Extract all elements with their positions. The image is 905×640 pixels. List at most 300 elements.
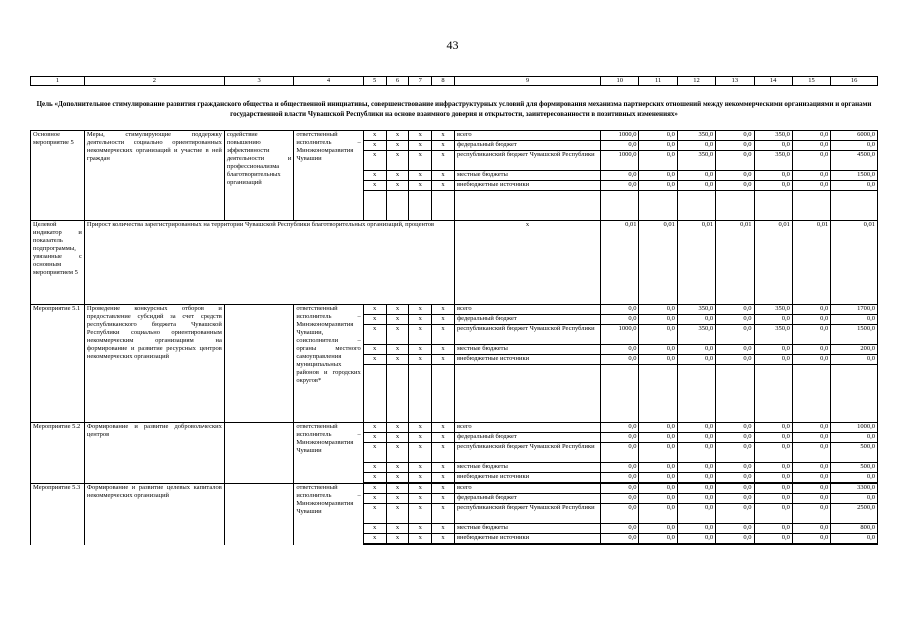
funding-source: всего (454, 484, 600, 494)
column-number: 2 (84, 77, 224, 86)
x-cell: x (363, 141, 386, 151)
funding-source: федеральный бюджет (454, 141, 600, 151)
x-cell: x (409, 151, 432, 171)
x-cell: x (363, 315, 386, 325)
funding-value: 0,0 (677, 534, 715, 544)
funding-value: 0,0 (831, 181, 878, 191)
activity-name: Формирование и развитие целевых капиталов некоммерческих организаций (84, 484, 224, 545)
x-cell: x (432, 443, 455, 463)
funding-source: местные бюджеты (454, 463, 600, 473)
funding-value: 0,0 (601, 494, 639, 504)
x-cell: x (432, 171, 455, 181)
funding-source: местные бюджеты (454, 524, 600, 534)
funding-value: 0,0 (716, 141, 754, 151)
activity-label: Мероприятие 5.1 (31, 305, 85, 423)
x-cell: x (409, 131, 432, 141)
funding-value: 0,0 (601, 171, 639, 181)
funding-source: внебюджетные источники (454, 473, 600, 483)
x-cell: x (363, 504, 386, 524)
activity-label: Мероприятие 5.3 (31, 484, 85, 545)
indicator-value: 0,01 (754, 221, 792, 305)
filler-cell (716, 191, 754, 221)
funding-value: 350,0 (677, 151, 715, 171)
funding-value: 0,0 (677, 345, 715, 355)
filler-cell (432, 365, 455, 423)
goal-link (224, 305, 293, 423)
executor: ответственный исполнитель – Минэкономразвития Чувашии (294, 423, 363, 484)
x-cell: x (432, 131, 455, 141)
funding-value: 0,0 (792, 443, 830, 463)
funding-value: 0,0 (716, 443, 754, 463)
filler-cell (792, 365, 830, 423)
indicator-value: 0,01 (677, 221, 715, 305)
funding-value: 0,0 (601, 463, 639, 473)
funding-value: 0,0 (716, 151, 754, 171)
funding-source: республиканский бюджет Чувашской Республики (454, 443, 600, 463)
funding-source: федеральный бюджет (454, 315, 600, 325)
x-cell: x (409, 423, 432, 433)
funding-source: местные бюджеты (454, 171, 600, 181)
filler-cell (601, 544, 639, 545)
funding-value: 0,0 (677, 463, 715, 473)
funding-value: 200,0 (831, 345, 878, 355)
filler-cell (454, 544, 600, 545)
activity-name: Меры, стимулирующие поддержку деятельности социально ориентированных некоммерческих организаций и участие в ней граждан (84, 131, 224, 221)
funding-value: 0,0 (677, 524, 715, 534)
funding-value: 0,0 (677, 171, 715, 181)
filler-cell (754, 544, 792, 545)
funding-value: 0,0 (792, 305, 830, 315)
funding-value: 0,0 (639, 423, 677, 433)
x-cell: x (386, 423, 409, 433)
x-cell: x (386, 315, 409, 325)
funding-value: 0,0 (792, 504, 830, 524)
funding-value: 6000,0 (831, 131, 878, 141)
x-cell: x (386, 494, 409, 504)
table-row (31, 305, 878, 315)
x-cell: x (363, 345, 386, 355)
funding-value: 1500,0 (831, 325, 878, 345)
funding-value: 0,0 (792, 131, 830, 141)
funding-value: 0,0 (754, 504, 792, 524)
x-cell: x (409, 305, 432, 315)
x-cell: x (363, 423, 386, 433)
x-cell: x (432, 141, 455, 151)
x-cell: x (409, 504, 432, 524)
table-row (31, 423, 878, 433)
funding-value: 0,0 (639, 463, 677, 473)
goal-link (224, 484, 293, 545)
funding-value: 0,0 (639, 473, 677, 483)
executor: ответственный исполнитель – Минэкономразвития Чувашии (294, 131, 363, 221)
indicator-value: 0,01 (792, 221, 830, 305)
funding-value: 350,0 (677, 305, 715, 315)
x-cell: x (409, 433, 432, 443)
funding-value: 0,0 (792, 325, 830, 345)
filler-cell (386, 191, 409, 221)
funding-value: 0,0 (716, 181, 754, 191)
funding-value: 0,0 (639, 315, 677, 325)
funding-value: 0,0 (639, 305, 677, 315)
funding-value: 0,0 (792, 171, 830, 181)
table-row (31, 484, 878, 494)
filler-cell (363, 191, 386, 221)
x-cell: x (363, 181, 386, 191)
x-cell: x (386, 325, 409, 345)
filler-cell (716, 544, 754, 545)
funding-value: 0,0 (677, 315, 715, 325)
funding-value: 0,0 (754, 181, 792, 191)
funding-source: внебюджетные источники (454, 181, 600, 191)
x-cell: x (432, 494, 455, 504)
filler-cell (754, 365, 792, 423)
filler-cell (363, 544, 386, 545)
filler-cell (677, 365, 715, 423)
funding-value: 0,0 (677, 473, 715, 483)
x-cell: x (409, 484, 432, 494)
x-cell: x (409, 463, 432, 473)
x-cell: x (386, 345, 409, 355)
funding-value: 0,0 (677, 355, 715, 365)
funding-value: 0,0 (716, 355, 754, 365)
funding-source: федеральный бюджет (454, 433, 600, 443)
column-number: 4 (294, 77, 363, 86)
funding-value: 0,0 (639, 181, 677, 191)
funding-value: 0,0 (754, 494, 792, 504)
x-cell: x (432, 325, 455, 345)
x-cell: x (409, 443, 432, 463)
funding-value: 350,0 (677, 131, 715, 141)
x-cell: x (386, 504, 409, 524)
funding-value: 0,0 (601, 443, 639, 463)
funding-value: 0,0 (601, 355, 639, 365)
funding-value: 0,0 (639, 534, 677, 544)
filler-cell (792, 544, 830, 545)
funding-value: 350,0 (754, 131, 792, 141)
indicator-value: 0,01 (831, 221, 878, 305)
column-number: 6 (386, 77, 409, 86)
funding-source: всего (454, 305, 600, 315)
funding-source: внебюджетные источники (454, 355, 600, 365)
x-cell: x (432, 473, 455, 483)
funding-value: 0,0 (716, 315, 754, 325)
funding-value: 0,0 (716, 171, 754, 181)
funding-value: 0,0 (639, 325, 677, 345)
funding-source: внебюджетные источники (454, 534, 600, 544)
funding-value: 0,0 (792, 315, 830, 325)
funding-value: 0,0 (716, 524, 754, 534)
filler-cell (639, 365, 677, 423)
x-cell: x (386, 484, 409, 494)
funding-value: 0,0 (639, 355, 677, 365)
filler-cell (454, 191, 600, 221)
funding-value: 0,0 (792, 423, 830, 433)
x-cell: x (432, 524, 455, 534)
funding-value: 0,0 (716, 433, 754, 443)
program-table (30, 130, 878, 545)
funding-value: 0,0 (831, 534, 878, 544)
x-cell: x (386, 151, 409, 171)
funding-value: 0,0 (716, 325, 754, 345)
funding-value: 350,0 (754, 151, 792, 171)
funding-value: 0,0 (639, 433, 677, 443)
funding-value: 0,0 (601, 315, 639, 325)
x-cell: x (432, 463, 455, 473)
funding-value: 0,0 (792, 181, 830, 191)
funding-value: 1500,0 (831, 171, 878, 181)
funding-value: 0,0 (601, 305, 639, 315)
x-cell: x (386, 141, 409, 151)
column-number: 7 (409, 77, 432, 86)
x-cell: x (432, 315, 455, 325)
x-cell: x (409, 181, 432, 191)
x-cell: x (432, 355, 455, 365)
x-cell: x (386, 305, 409, 315)
funding-value: 0,0 (831, 433, 878, 443)
funding-value: 0,0 (601, 433, 639, 443)
funding-value: 0,0 (677, 423, 715, 433)
indicator-text: Прирост количества зарегистрированных на территории Чувашской Республики благотворительных организаций, процентов (84, 221, 454, 305)
x-cell: x (363, 534, 386, 544)
funding-source: федеральный бюджет (454, 494, 600, 504)
x-cell: x (409, 171, 432, 181)
funding-value: 0,0 (639, 171, 677, 181)
funding-value: 0,0 (716, 131, 754, 141)
funding-value: 0,0 (639, 524, 677, 534)
x-cell: x (386, 171, 409, 181)
funding-value: 0,0 (677, 141, 715, 151)
filler-cell (386, 365, 409, 423)
x-cell: x (409, 141, 432, 151)
x-cell: x (363, 171, 386, 181)
goal-link: содействие повышению эффективности деятельности и профессионализма благотворительных организаций (224, 131, 293, 221)
funding-value: 0,0 (754, 443, 792, 463)
funding-value: 0,0 (754, 355, 792, 365)
funding-value: 0,0 (716, 463, 754, 473)
indicator-value: 0,01 (639, 221, 677, 305)
page-number: 43 (446, 38, 459, 52)
funding-value: 0,0 (639, 494, 677, 504)
column-number: 8 (432, 77, 455, 86)
funding-value: 0,0 (639, 504, 677, 524)
activity-label: Мероприятие 5.2 (31, 423, 85, 484)
filler-cell (454, 365, 600, 423)
x-cell: x (432, 423, 455, 433)
x-cell: x (409, 494, 432, 504)
x-cell: x (409, 325, 432, 345)
x-cell: x (363, 473, 386, 483)
funding-value: 0,0 (792, 433, 830, 443)
column-number: 10 (601, 77, 639, 86)
x-cell: x (363, 305, 386, 315)
x-cell: x (363, 524, 386, 534)
x-cell: x (386, 433, 409, 443)
funding-value: 0,0 (754, 524, 792, 534)
funding-value: 0,0 (716, 423, 754, 433)
x-cell: x (386, 443, 409, 463)
x-cell: x (386, 473, 409, 483)
funding-value: 350,0 (677, 325, 715, 345)
funding-value: 4500,0 (831, 151, 878, 171)
funding-value: 1000,0 (601, 131, 639, 141)
funding-source: республиканский бюджет Чувашской Республики (454, 325, 600, 345)
x-cell: x (409, 345, 432, 355)
activity-label: Основное мероприятие 5 (31, 131, 85, 221)
x-cell: x (363, 443, 386, 463)
x-cell: x (432, 181, 455, 191)
x-cell: x (409, 473, 432, 483)
funding-value: 0,0 (601, 141, 639, 151)
funding-value: 0,0 (639, 141, 677, 151)
x-cell: x (363, 494, 386, 504)
funding-value: 0,0 (716, 504, 754, 524)
x-cell: x (432, 504, 455, 524)
funding-value: 0,0 (754, 484, 792, 494)
funding-value: 350,0 (754, 325, 792, 345)
x-cell: x (386, 131, 409, 141)
funding-value: 0,0 (677, 433, 715, 443)
funding-value: 0,0 (601, 524, 639, 534)
funding-value: 0,0 (792, 355, 830, 365)
indicator-value: 0,01 (601, 221, 639, 305)
filler-cell (409, 191, 432, 221)
funding-value: 0,0 (601, 504, 639, 524)
funding-value: 0,0 (792, 484, 830, 494)
filler-cell (639, 191, 677, 221)
table-row (31, 131, 878, 141)
funding-value: 0,0 (831, 355, 878, 365)
x-cell: x (409, 534, 432, 544)
funding-value: 0,0 (792, 141, 830, 151)
funding-value: 0,0 (601, 473, 639, 483)
indicator-x: x (454, 221, 600, 305)
filler-cell (601, 191, 639, 221)
funding-value: 1700,0 (831, 305, 878, 315)
funding-source: республиканский бюджет Чувашской Республики (454, 504, 600, 524)
funding-value: 0,0 (716, 534, 754, 544)
funding-value: 0,0 (754, 141, 792, 151)
filler-cell (677, 544, 715, 545)
filler-cell (432, 191, 455, 221)
funding-value: 0,0 (601, 423, 639, 433)
activity-name: Проведение конкурсных отборов и предоставление субсидий за счет средств республиканского бюджета Чувашской Республики социально ориентированным некоммерческим организациям на формирование и развитие ресурсных центров некоммерческих организаций (84, 305, 224, 423)
filler-cell (754, 191, 792, 221)
funding-value: 0,0 (754, 315, 792, 325)
funding-value: 0,0 (792, 473, 830, 483)
x-cell: x (386, 524, 409, 534)
filler-cell (677, 191, 715, 221)
x-cell: x (363, 355, 386, 365)
indicator-value: 0,01 (716, 221, 754, 305)
x-cell: x (432, 484, 455, 494)
funding-value: 0,0 (716, 305, 754, 315)
funding-value: 0,0 (754, 171, 792, 181)
funding-value: 0,0 (677, 504, 715, 524)
funding-value: 350,0 (754, 305, 792, 315)
funding-value: 0,0 (677, 484, 715, 494)
column-number: 11 (639, 77, 677, 86)
column-number: 16 (831, 77, 878, 86)
funding-value: 0,0 (639, 131, 677, 141)
filler-cell (639, 544, 677, 545)
filler-cell (831, 365, 878, 423)
funding-value: 500,0 (831, 443, 878, 463)
funding-value: 1000,0 (601, 151, 639, 171)
funding-value: 0,0 (792, 524, 830, 534)
funding-value: 0,0 (792, 494, 830, 504)
funding-value: 0,0 (792, 151, 830, 171)
funding-value: 0,0 (601, 181, 639, 191)
column-number: 12 (677, 77, 715, 86)
x-cell: x (432, 345, 455, 355)
filler-cell (409, 544, 432, 545)
funding-source: всего (454, 423, 600, 433)
filler-cell (409, 365, 432, 423)
filler-cell (432, 544, 455, 545)
funding-value: 1000,0 (831, 423, 878, 433)
funding-value: 0,0 (754, 345, 792, 355)
x-cell: x (363, 433, 386, 443)
funding-value: 0,0 (601, 345, 639, 355)
funding-value: 500,0 (831, 463, 878, 473)
funding-value: 0,0 (677, 181, 715, 191)
funding-value: 0,0 (754, 534, 792, 544)
funding-value: 0,0 (792, 534, 830, 544)
funding-value: 0,0 (831, 315, 878, 325)
filler-cell (601, 365, 639, 423)
column-number: 3 (224, 77, 293, 86)
filler-cell (831, 544, 878, 545)
funding-value: 0,0 (792, 463, 830, 473)
funding-value: 0,0 (754, 433, 792, 443)
funding-value: 0,0 (831, 473, 878, 483)
funding-value: 0,0 (716, 473, 754, 483)
funding-value: 0,0 (639, 345, 677, 355)
x-cell: x (386, 181, 409, 191)
funding-value: 0,0 (754, 463, 792, 473)
column-number: 14 (754, 77, 792, 86)
funding-source: местные бюджеты (454, 345, 600, 355)
funding-value: 1000,0 (601, 325, 639, 345)
x-cell: x (432, 433, 455, 443)
funding-value: 0,0 (639, 484, 677, 494)
funding-value: 3300,0 (831, 484, 878, 494)
funding-value: 0,0 (716, 484, 754, 494)
column-number-header (30, 76, 878, 86)
filler-cell (386, 544, 409, 545)
goal-link (224, 423, 293, 484)
funding-value: 0,0 (754, 473, 792, 483)
filler-cell (716, 365, 754, 423)
x-cell: x (363, 463, 386, 473)
x-cell: x (409, 524, 432, 534)
funding-value: 0,0 (831, 494, 878, 504)
funding-value: 0,0 (601, 484, 639, 494)
funding-value: 0,0 (754, 423, 792, 433)
x-cell: x (386, 463, 409, 473)
x-cell: x (386, 534, 409, 544)
x-cell: x (409, 355, 432, 365)
funding-value: 800,0 (831, 524, 878, 534)
filler-cell (792, 191, 830, 221)
goal-heading: Цель «Дополнительное стимулирование развития гражданского общества и общественной инициативы, совершенствование инфраструктурных условий для формирования механизма партнерских отношений между некоммерческими организациями и органами государственной власти Чувашской Республики на основе взаимного доверия и открытости, заинтересованности в позитивных изменениях» (36, 100, 872, 118)
executor: ответственный исполнитель – Минэкономразвития Чувашии (294, 484, 363, 545)
column-number: 1 (31, 77, 85, 86)
funding-value: 0,0 (677, 443, 715, 463)
funding-value: 0,0 (677, 494, 715, 504)
funding-value: 0,0 (601, 534, 639, 544)
x-cell: x (363, 151, 386, 171)
